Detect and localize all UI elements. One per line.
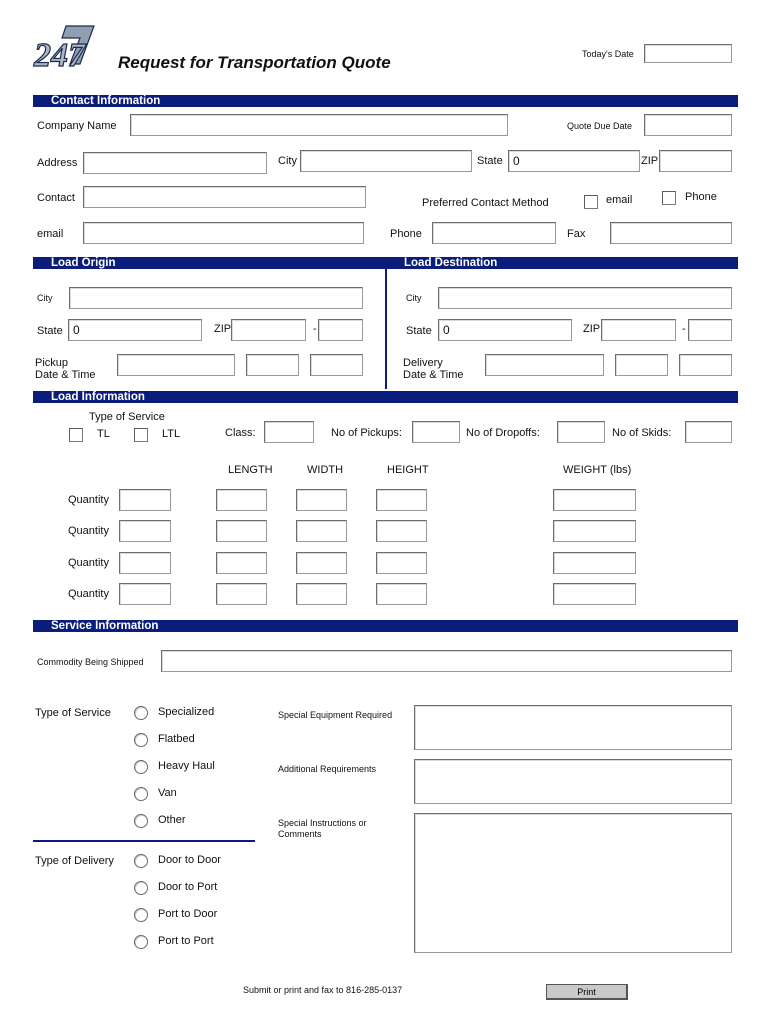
height-input-3[interactable] xyxy=(376,552,427,574)
service-divider xyxy=(33,840,255,842)
option-door-to-door-label: Door to Door xyxy=(158,854,221,866)
weight-input-2[interactable] xyxy=(553,520,636,542)
pref-phone-label: Phone xyxy=(685,191,717,203)
origin-zip-ext-input[interactable] xyxy=(318,319,363,341)
radio-flatbed[interactable] xyxy=(134,733,148,747)
company-name-input[interactable] xyxy=(130,114,508,136)
skids-input[interactable] xyxy=(685,421,732,443)
dest-state-label: State xyxy=(406,325,432,337)
origin-city-label: City xyxy=(37,293,53,303)
contact-input[interactable] xyxy=(83,186,366,208)
class-input[interactable] xyxy=(264,421,314,443)
fax-label: Fax xyxy=(567,228,586,240)
ltl-checkbox[interactable] xyxy=(134,428,148,442)
quantity-input-1[interactable] xyxy=(119,489,171,511)
option-other-label: Other xyxy=(158,814,186,826)
quantity-label-1: Quantity xyxy=(68,494,109,506)
dest-city-label: City xyxy=(406,293,422,303)
delivery-date-time-label: Date & Time xyxy=(403,369,464,381)
weight-input-1[interactable] xyxy=(553,489,636,511)
radio-port-to-door[interactable] xyxy=(134,908,148,922)
fax-input[interactable] xyxy=(610,222,732,244)
section-load-information: Load Information xyxy=(33,391,738,403)
dest-zip-dash: - xyxy=(682,323,686,335)
city-input[interactable] xyxy=(300,150,472,172)
address-label: Address xyxy=(37,157,78,169)
pref-phone-checkbox[interactable] xyxy=(662,191,676,205)
section-service-information: Service Information xyxy=(33,620,738,632)
radio-door-to-door[interactable] xyxy=(134,854,148,868)
option-port-to-port-label: Port to Port xyxy=(158,935,214,947)
preferred-contact-method-label: Preferred Contact Method xyxy=(422,197,549,209)
phone-label: Phone xyxy=(390,228,422,240)
origin-zip-input[interactable] xyxy=(231,319,306,341)
dest-state-select[interactable] xyxy=(438,319,572,341)
pickup-label: Pickup xyxy=(35,357,69,369)
load-type-of-service-label: Type of Service xyxy=(89,411,165,423)
col-width-label: WIDTH xyxy=(307,464,344,476)
special-instructions-input[interactable] xyxy=(414,813,732,953)
pref-email-label: email xyxy=(606,194,633,206)
length-input-1[interactable] xyxy=(216,489,267,511)
option-specialized-label: Specialized xyxy=(158,706,215,718)
origin-zip-label: ZIP xyxy=(214,323,232,335)
commodity-input[interactable] xyxy=(161,650,732,672)
email-input[interactable] xyxy=(83,222,364,244)
weight-input-3[interactable] xyxy=(553,552,636,574)
address-input[interactable] xyxy=(83,152,267,174)
zip-label: ZIP xyxy=(641,155,659,167)
quantity-input-3[interactable] xyxy=(119,552,171,574)
quote-due-date-label: Quote Due Date xyxy=(567,121,633,131)
commodity-label: Commodity Being Shipped xyxy=(37,657,144,667)
city-label: City xyxy=(278,155,297,167)
zip-input[interactable] xyxy=(659,150,732,172)
dropoffs-label: No of Dropoffs: xyxy=(466,427,540,439)
width-input-2[interactable] xyxy=(296,520,347,542)
option-flatbed-label: Flatbed xyxy=(158,733,195,745)
col-length-label: LENGTH xyxy=(228,464,273,476)
radio-door-to-port[interactable] xyxy=(134,881,148,895)
radio-other[interactable] xyxy=(134,814,148,828)
pref-email-checkbox[interactable] xyxy=(584,195,598,209)
height-input-4[interactable] xyxy=(376,583,427,605)
delivery-type-label: Type of Delivery xyxy=(35,855,114,867)
ltl-label: LTL xyxy=(162,428,181,440)
delivery-ampm-input[interactable] xyxy=(679,354,732,376)
option-van-label: Van xyxy=(158,787,177,799)
quantity-input-4[interactable] xyxy=(119,583,171,605)
radio-port-to-port[interactable] xyxy=(134,935,148,949)
height-input-2[interactable] xyxy=(376,520,427,542)
todays-date-input[interactable] xyxy=(644,44,732,63)
origin-destination-divider xyxy=(385,269,387,389)
tl-checkbox[interactable] xyxy=(69,428,83,442)
option-door-to-port-label: Door to Port xyxy=(158,881,218,893)
dest-zip-ext-input[interactable] xyxy=(688,319,732,341)
radio-specialized[interactable] xyxy=(134,706,148,720)
email-label: email xyxy=(37,228,64,240)
pickup-time-input[interactable] xyxy=(246,354,299,376)
dest-zip-input[interactable] xyxy=(601,319,676,341)
quantity-input-2[interactable] xyxy=(119,520,171,542)
phone-input[interactable] xyxy=(432,222,556,244)
dest-city-input[interactable] xyxy=(438,287,732,309)
page-title: Request for Transportation Quote xyxy=(118,53,391,72)
todays-date-label: Today's Date xyxy=(582,49,634,59)
section-contact-information: Contact Information xyxy=(33,95,738,107)
class-label: Class: xyxy=(225,427,256,439)
radio-van[interactable] xyxy=(134,787,148,801)
origin-zip-dash: - xyxy=(313,323,317,335)
section-load-bar xyxy=(33,257,738,269)
quantity-label-4: Quantity xyxy=(68,588,109,600)
col-height-label: HEIGHT xyxy=(387,464,429,476)
option-port-to-door-label: Port to Door xyxy=(158,908,218,920)
additional-requirements-input[interactable] xyxy=(414,759,732,804)
quote-due-date-input[interactable] xyxy=(644,114,732,136)
special-instructions-comments-label: Comments xyxy=(278,829,322,839)
additional-requirements-label: Additional Requirements xyxy=(278,764,377,774)
contact-label: Contact xyxy=(37,192,75,204)
service-type-label: Type of Service xyxy=(35,707,111,719)
pickup-ampm-input[interactable] xyxy=(310,354,363,376)
state-select[interactable] xyxy=(508,150,640,172)
pickup-date-time-label: Date & Time xyxy=(35,369,96,381)
submit-instructions: Submit or print and fax to 816-285-0137 xyxy=(243,985,403,995)
quantity-label-2: Quantity xyxy=(68,525,109,537)
special-equipment-input[interactable] xyxy=(414,705,732,750)
company-logo xyxy=(30,24,100,74)
special-instructions-label: Special Instructions or xyxy=(278,818,367,828)
special-equipment-label: Special Equipment Required xyxy=(278,710,393,720)
delivery-label: Delivery xyxy=(403,357,443,369)
width-input-4[interactable] xyxy=(296,583,347,605)
tl-label: TL xyxy=(97,428,110,440)
width-input-3[interactable] xyxy=(296,552,347,574)
quantity-label-3: Quantity xyxy=(68,557,109,569)
logo-text: 247 xyxy=(34,37,85,74)
length-input-2[interactable] xyxy=(216,520,267,542)
print-button[interactable]: Print xyxy=(546,984,628,1000)
dest-zip-label: ZIP xyxy=(583,323,601,335)
dropoffs-input[interactable] xyxy=(557,421,605,443)
pickup-date-input[interactable] xyxy=(117,354,235,376)
origin-state-select[interactable] xyxy=(68,319,202,341)
origin-city-input[interactable] xyxy=(69,287,363,309)
pickups-label: No of Pickups: xyxy=(331,427,402,439)
col-weight-label: WEIGHT (lbs) xyxy=(563,464,632,476)
height-input-1[interactable] xyxy=(376,489,427,511)
section-load-destination: Load Destination xyxy=(404,257,498,269)
option-heavy-haul-label: Heavy Haul xyxy=(158,760,215,772)
section-load-origin: Load Origin xyxy=(51,257,116,269)
length-input-3[interactable] xyxy=(216,552,267,574)
skids-label: No of Skids: xyxy=(612,427,672,439)
width-input-1[interactable] xyxy=(296,489,347,511)
delivery-date-input[interactable] xyxy=(485,354,604,376)
pickups-input[interactable] xyxy=(412,421,460,443)
delivery-time-input[interactable] xyxy=(615,354,668,376)
length-input-4[interactable] xyxy=(216,583,267,605)
company-name-label: Company Name xyxy=(37,120,117,132)
state-label: State xyxy=(477,155,503,167)
origin-state-label: State xyxy=(37,325,63,337)
weight-input-4[interactable] xyxy=(553,583,636,605)
radio-heavy-haul[interactable] xyxy=(134,760,148,774)
